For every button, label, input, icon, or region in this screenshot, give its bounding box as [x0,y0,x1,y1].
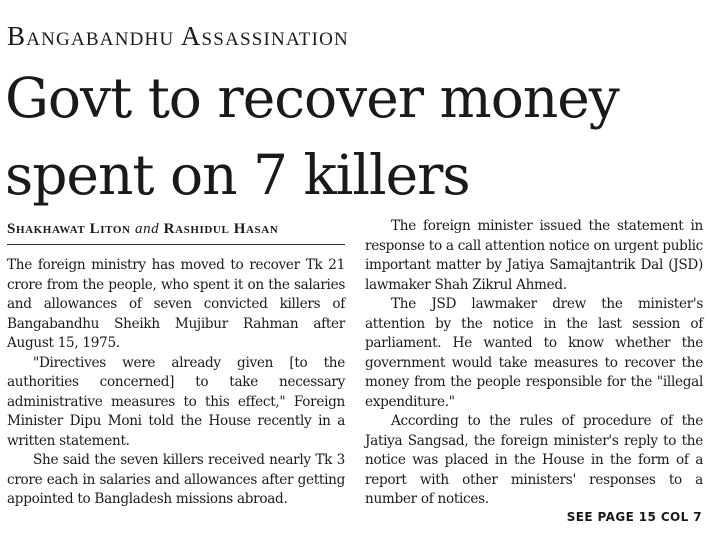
story-kicker: Bangabandhu Assassination [7,21,349,51]
paragraph: She said the seven killers received nearly Tk 3 crore each in salaries and allowances after getting appointed to Bangladesh missions abroad. [7,452,345,507]
paragraph: The foreign ministry has moved to recover Tk 21 crore from the people, who spent it on the salaries and allowances of seven convicted killers of Bangabandhu Sheikh Mujibur Rahman after August 15, 1975. [7,257,345,351]
paragraph: The foreign minister issued the statement in response to a call attention notice on urgent public important matter by Jatiya Samajtantrik Dal (JSD) lawmaker Shah Zikrul Ahmed. [365,218,703,293]
byline-author-1: Shakhawat Liton [7,221,131,237]
byline-rule [7,244,345,245]
article-column-1 [7,256,345,510]
byline [7,219,345,239]
byline-author-2: Rashidul Hasan [163,221,279,237]
paragraph: According to the rules of procedure of the Jatiya Sangsad, the foreign minister's reply to the notice was placed in the House in the form of a report with other ministers' responses to a number of notices. [365,413,703,507]
byline-conjunction: and [134,221,160,237]
headline: Govt to recover money spent on 7 killers [5,66,619,207]
continued-jump-line: SEE PAGE 15 COL 7 [566,510,702,524]
paragraph: "Directives were already given [to the authorities concerned] to take necessary administrative measures to this effect," Foreign Minister Dipu Moni told the House recently in a written statement. [7,354,345,449]
paragraph: The JSD lawmaker drew the minister's attention by the notice in the last session of parliament. He wanted to know whether the government would take measures to recover the money from the people responsible for the "illegal expenditure." [365,296,703,410]
article-column-2 [365,217,703,510]
